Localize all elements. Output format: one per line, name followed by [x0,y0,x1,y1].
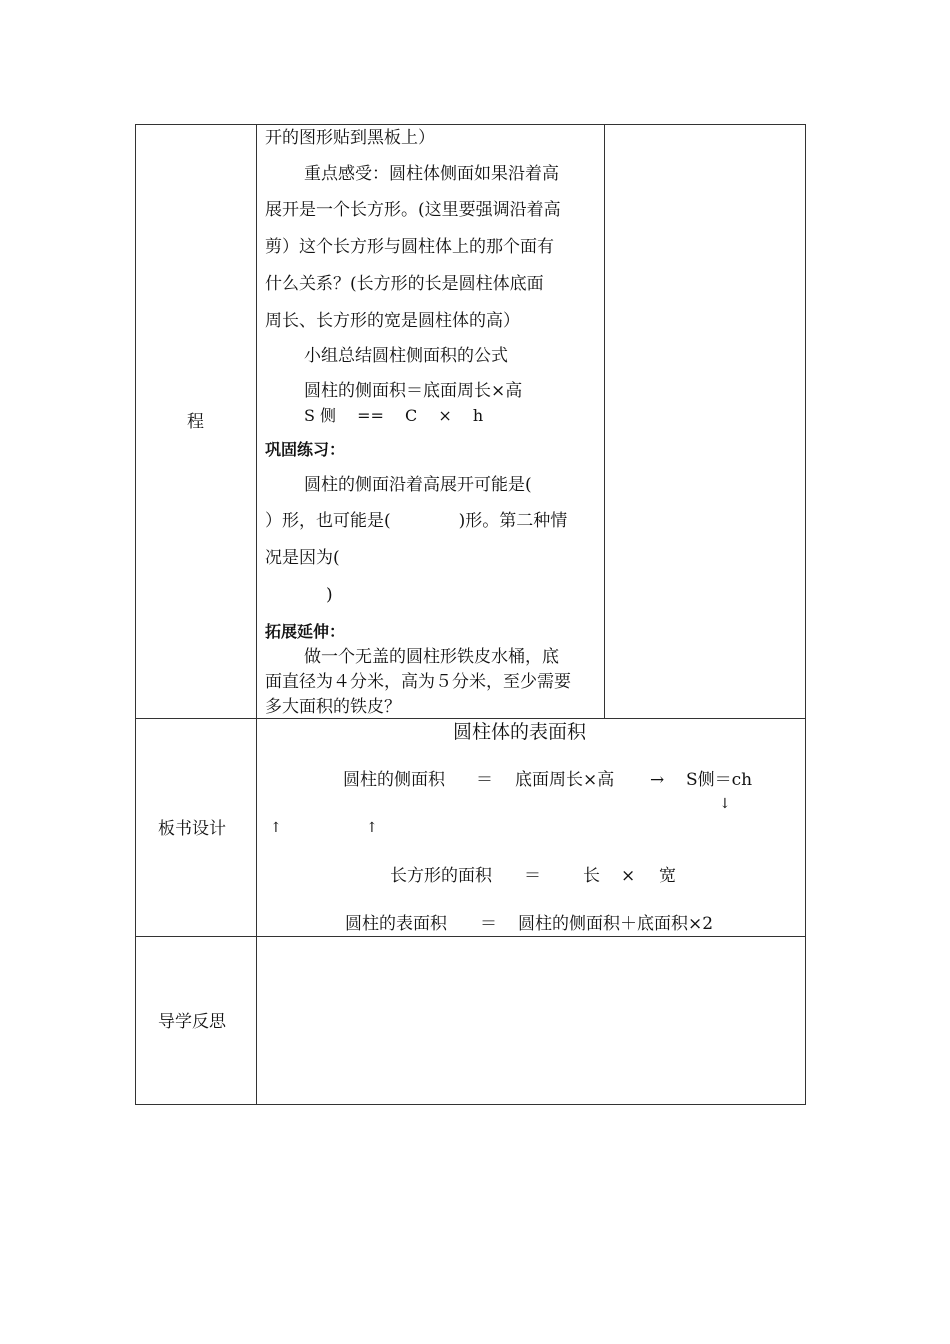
board-line2-b: 宽 [659,866,676,886]
row-label-board-design: 板书设计 [158,819,226,839]
extension-line-3: 多大面积的铁皮？ [265,697,401,717]
content-line-9: S 侧 == C × h [304,406,484,425]
content-line-6: 周长、长方形的宽是圆柱体的高） [265,311,520,331]
board-line1-left: 圆柱的侧面积 [343,770,445,790]
table-border-bottom [135,1104,806,1105]
table-border-top [135,124,806,125]
table-border-row2-bottom [135,936,806,937]
board-title: 圆柱体的表面积 [453,721,587,743]
content-line-7: 小组总结圆柱侧面积的公式 [304,346,508,366]
content-line-3: 展开是一个长方形。(这里要强调沿着高 [265,200,561,220]
board-line2-eq: ＝ [524,866,541,886]
row-label-process: 程 [187,412,204,432]
board-line2-left: 长方形的面积 [390,866,492,886]
board-line2-a: 长 [583,866,600,886]
up-arrow-icon-left: ↑ [270,820,282,836]
table-border-row1-bottom [135,718,806,719]
extension-line-1: 做一个无盖的圆柱形铁皮水桶，底 [304,647,559,667]
table-border-label-divider [256,124,257,1105]
board-line3-eq: ＝ [480,914,497,934]
practice-line-3: 况是因为( [265,548,340,568]
board-line1-arrow: → [650,770,665,790]
content-line-2: 重点感受：圆柱体侧面如果沿着高 [304,164,559,184]
content-line-8: 圆柱的侧面积＝底面周长×高 [304,381,523,401]
board-line1-formula: S侧＝ch [686,770,753,790]
practice-line-1: 圆柱的侧面沿着高展开可能是( [304,475,532,495]
board-line2-x: × [621,866,636,886]
table-border-right [805,124,806,1105]
content-line-1: 开的图形贴到黑板上） [265,128,435,148]
down-arrow-icon: ↓ [719,796,731,812]
board-line1-right: 底面周长×高 [515,770,615,790]
board-line1-eq: ＝ [476,770,493,790]
board-line3-right: 圆柱的侧面积＋底面积×2 [518,914,714,934]
practice-line-4: ) [326,585,333,605]
extension-line-2: 面直径为４分米，高为５分米，至少需要 [265,672,571,692]
table-border-left [135,124,136,1105]
practice-line-2: ）形，也可能是( )形。第二种情 [265,511,568,531]
extension-title: 拓展延伸： [265,622,346,641]
practice-title: 巩固练习： [265,440,346,459]
row-label-reflection: 导学反思 [158,1012,226,1032]
content-line-5: 什么关系？(长方形的长是圆柱体底面 [265,274,544,294]
up-arrow-icon-right: ↑ [366,820,378,836]
board-line3-left: 圆柱的表面积 [345,914,447,934]
content-line-4: 剪）这个长方形与圆柱体上的那个面有 [265,237,554,257]
table-border-row1-divider [604,124,605,719]
